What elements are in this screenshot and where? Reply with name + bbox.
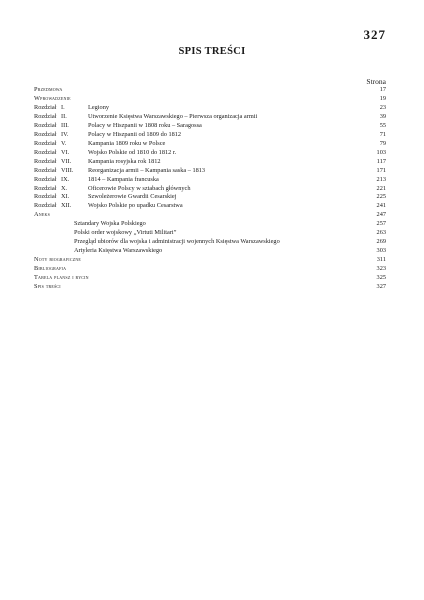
toc-entry-label: Noty biograficzne	[34, 256, 82, 264]
toc-entry-page: 311	[376, 256, 386, 264]
toc-entry-page: 257	[376, 220, 386, 228]
toc-entry-label: Bibliografia	[34, 265, 67, 273]
toc-chapter-number: III.	[61, 122, 69, 130]
toc-entry-page: 323	[376, 265, 386, 273]
table-of-contents	[34, 86, 386, 292]
toc-entry-chapter	[34, 140, 386, 149]
toc-entry-label: Tabela plansz i rycin	[34, 274, 89, 282]
toc-chapter-title: Oficerowie Polscy w sztabach głównych	[88, 184, 191, 192]
toc-entry-page: 171	[376, 166, 386, 174]
toc-chapter-number: X.	[61, 184, 68, 192]
toc-chapter-number: VI.	[61, 148, 70, 156]
toc-chapter-word: Rozdział	[34, 131, 57, 139]
toc-chapter-word: Rozdział	[34, 140, 57, 148]
toc-entry-annex-item	[34, 229, 386, 238]
toc-annex-item-title: Przegląd ubiorów dla wojska i administracji wojennych Księstwa Warszawskiego	[74, 237, 280, 245]
toc-chapter-number: XI.	[61, 193, 70, 201]
toc-entry-chapter	[34, 149, 386, 158]
toc-chapter-number: II.	[61, 113, 67, 121]
toc-chapter-title: Utworzenie Księstwa Warszawskiego – Pierwsza organizacja armii	[88, 113, 258, 121]
toc-entry-label: Wprowadzenie	[34, 94, 71, 102]
toc-entry-chapter	[34, 193, 386, 202]
toc-chapter-number: V.	[61, 140, 67, 148]
toc-entry-page: 23	[379, 104, 386, 112]
toc-chapter-title: Polacy w Hiszpanii w 1808 roku – Saragossa	[88, 122, 202, 130]
page-title: SPIS TREŚCI	[178, 46, 246, 57]
toc-entry-chapter	[34, 158, 386, 167]
toc-chapter-title: 1814 – Kampania francuska	[88, 175, 159, 183]
toc-entry-page: 39	[379, 113, 386, 121]
toc-entry-page: 327	[376, 283, 386, 290]
toc-entry-chapter	[34, 113, 386, 122]
toc-entry-page: 303	[376, 246, 386, 254]
toc-entry-plates-table	[34, 274, 386, 283]
toc-chapter-word: Rozdział	[34, 148, 57, 156]
toc-chapter-number: VII.	[61, 157, 72, 165]
toc-entry-page: 241	[376, 202, 386, 210]
toc-chapter-title: Kampania rosyjska rok 1812	[88, 157, 161, 165]
toc-entry-page: 213	[376, 175, 386, 183]
toc-annex-item-title: Artyleria Księstwa Warszawskiego	[74, 246, 163, 254]
toc-chapter-title: Polacy w Hiszpanii od 1809 do 1812	[88, 131, 182, 139]
toc-entry-chapter	[34, 167, 386, 176]
toc-entry-chapter	[34, 185, 386, 194]
toc-chapter-word: Rozdział	[34, 202, 57, 210]
toc-chapter-number: VIII.	[61, 166, 74, 174]
toc-entry-page: 247	[376, 211, 386, 219]
toc-entry-label: Spis treści	[34, 283, 61, 290]
toc-chapter-number: XII.	[61, 202, 72, 210]
toc-entry-page: 117	[376, 157, 386, 165]
toc-entry-biographical-notes	[34, 256, 386, 265]
toc-entry-introduction	[34, 95, 386, 105]
toc-entry-page: 17	[379, 86, 386, 93]
toc-entry-chapter	[34, 176, 386, 185]
toc-chapter-number: IV.	[61, 131, 69, 139]
toc-entry-page: 263	[376, 228, 386, 236]
toc-chapter-number: I.	[61, 104, 65, 112]
toc-entry-page: 225	[376, 193, 386, 201]
toc-chapter-word: Rozdział	[34, 193, 57, 201]
toc-entry-chapter	[34, 131, 386, 140]
toc-entry-bibliography	[34, 265, 386, 274]
toc-entry-label: Przedmowa	[34, 86, 63, 93]
page-column-label: Strona	[366, 77, 386, 86]
toc-chapter-title: Wojsko Polskie od 1810 do 1812 r.	[88, 148, 177, 156]
toc-chapter-title: Kampania 1809 roku w Polsce	[88, 140, 166, 148]
toc-entry-label: Aneks	[34, 211, 50, 219]
toc-entry-page: 269	[376, 237, 386, 245]
toc-chapter-word: Rozdział	[34, 104, 57, 112]
toc-entry-preface	[34, 86, 386, 95]
toc-chapter-title: Szwoleżerowie Gwardii Cesarskiej	[88, 193, 177, 201]
toc-entry-chapter	[34, 122, 386, 131]
toc-entry-page: 221	[376, 184, 386, 192]
toc-annex-item-title: Sztandary Wojska Polskiego	[74, 220, 146, 228]
toc-chapter-word: Rozdział	[34, 113, 57, 121]
toc-entry-annex-item	[34, 220, 386, 229]
toc-chapter-title: Reorganizacja armii – Kampania saska – 1813	[88, 166, 206, 174]
toc-chapter-word: Rozdział	[34, 184, 57, 192]
toc-entry-page: 71	[379, 131, 386, 139]
toc-entry-annex-item	[34, 238, 386, 247]
toc-chapter-number: IX.	[61, 175, 70, 183]
page-number: 327	[363, 27, 386, 42]
toc-entry-page: 325	[376, 274, 386, 282]
toc-entry-annex-item	[34, 247, 386, 257]
toc-chapter-word: Rozdział	[34, 157, 57, 165]
toc-entry-page: 79	[379, 140, 386, 148]
toc-annex-item-title: Polski order wojskowy „Virtuti Militari”	[74, 228, 177, 236]
toc-entry-page: 103	[376, 148, 386, 156]
toc-chapter-word: Rozdział	[34, 166, 57, 174]
toc-entry-chapter	[34, 104, 386, 113]
toc-chapter-title: Wojsko Polskie po upadku Cesarstwa	[88, 202, 183, 210]
toc-chapter-word: Rozdział	[34, 122, 57, 130]
toc-chapter-title: Legiony	[88, 104, 109, 112]
toc-entry-chapter	[34, 202, 386, 211]
toc-chapter-word: Rozdział	[34, 175, 57, 183]
toc-entry-contents	[34, 283, 386, 292]
toc-entry-page: 19	[379, 94, 386, 102]
toc-entry-page: 55	[379, 122, 386, 130]
toc-entry-annex	[34, 211, 386, 220]
